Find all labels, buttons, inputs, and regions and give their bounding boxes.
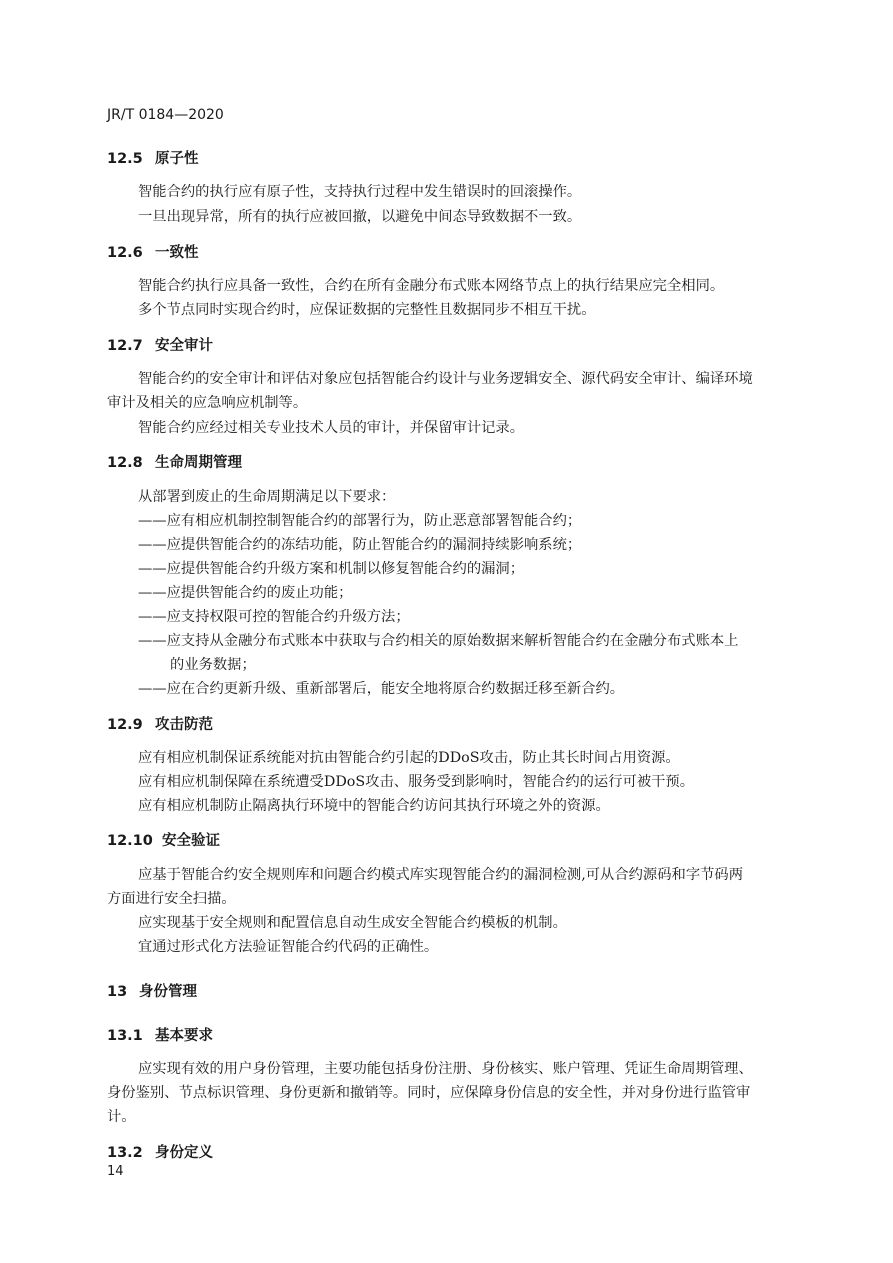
paragraph: 智能合约的执行应有原子性，支持执行过程中发生错误时的回滚操作。 [138, 184, 582, 200]
paragraph: 智能合约执行应具备一致性，合约在所有金融分布式账本网络节点上的执行结果应完全相同。 [138, 278, 725, 294]
section-13-2-heading [107, 1141, 213, 1162]
section-12-5-heading [107, 147, 199, 168]
section-title: 身份管理 [139, 984, 197, 1000]
paragraph: 应实现基于安全规则和配置信息自动生成安全智能合约模板的机制。 [138, 915, 567, 931]
paragraph: 宜通过形式化方法验证智能合约代码的正确性。 [138, 939, 439, 955]
section-title: 一致性 [155, 245, 199, 261]
section-number: 13 [107, 984, 128, 1000]
list-item: ——应支持权限可控的智能合约升级方法； [138, 609, 410, 625]
section-13-1-heading [107, 1024, 213, 1045]
paragraph-continuation: 审计及相关的应急响应机制等。 [107, 395, 308, 411]
section-title: 攻击防范 [155, 717, 213, 733]
paragraph: 应基于智能合约安全规则库和问题合约模式库实现智能合约的漏洞检测,可从合约源码和字节码两 [138, 867, 744, 883]
list-item: ——应有相应机制控制智能合约的部署行为，防止恶意部署智能合约； [138, 513, 582, 529]
paragraph: 多个节点同时实现合约时，应保证数据的完整性且数据同步不相互干扰。 [138, 302, 596, 318]
list-item: ——应在合约更新升级、重新部署后，能安全地将原合约数据迁移至新合约。 [138, 681, 625, 697]
section-12-10-heading [107, 829, 220, 850]
paragraph-continuation: 身份鉴别、节点标识管理、身份更新和撤销等。同时，应保障身份信息的安全性，并对身份进行监管审 [107, 1085, 751, 1101]
paragraph: 智能合约应经过相关专业技术人员的审计，并保留审计记录。 [138, 420, 525, 436]
paragraph: 应有相应机制保证系统能对抗由智能合约引起的DDoS攻击，防止其长时间占用资源。 [138, 750, 680, 766]
section-12-6-heading [107, 241, 199, 262]
section-number: 12.6 [107, 245, 143, 261]
section-12-9-heading [107, 713, 213, 734]
section-12-8-heading [107, 451, 242, 472]
section-title: 安全审计 [155, 338, 213, 354]
paragraph-continuation: 计。 [107, 1109, 136, 1125]
paragraph: 智能合约的安全审计和评估对象应包括智能合约设计与业务逻辑安全、源代码安全审计、编译环境 [138, 371, 753, 387]
paragraph: 应有相应机制保障在系统遭受DDoS攻击、服务受到影响时，智能合约的运行可被干预。 [138, 774, 695, 790]
paragraph: 应实现有效的用户身份管理，主要功能包括身份注册、身份核实、账户管理、凭证生命周期管理、 [138, 1061, 753, 1077]
list-item: ——应提供智能合约的冻结功能，防止智能合约的漏洞持续影响系统； [138, 537, 582, 553]
list-item: ——应提供智能合约升级方案和机制以修复智能合约的漏洞； [138, 561, 525, 577]
section-number: 12.10 [107, 833, 153, 849]
section-number: 12.5 [107, 151, 143, 167]
section-number: 12.9 [107, 717, 143, 733]
section-title: 基本要求 [155, 1028, 213, 1044]
section-number: 13.1 [107, 1028, 143, 1044]
section-13-heading [107, 980, 197, 1001]
paragraph: 应有相应机制防止隔离执行环境中的智能合约访问其执行环境之外的资源。 [138, 798, 610, 814]
paragraph: 一旦出现异常，所有的执行应被回撤，以避免中间态导致数据不一致。 [138, 209, 582, 225]
paragraph: 从部署到废止的生命周期满足以下要求： [138, 489, 396, 505]
section-number: 13.2 [107, 1145, 143, 1161]
section-title: 安全验证 [162, 833, 220, 849]
section-number: 12.7 [107, 338, 143, 354]
document-id: JR/T 0184—2020 [107, 107, 224, 123]
section-title: 生命周期管理 [155, 455, 242, 471]
section-12-7-heading [107, 334, 213, 355]
page-number: 14 [107, 1164, 124, 1179]
list-item: ——应支持从金融分布式账本中获取与合约相关的原始数据来解析智能合约在金融分布式账本上 [138, 633, 739, 649]
section-number: 12.8 [107, 455, 143, 471]
section-title: 原子性 [155, 151, 199, 167]
list-item: ——应提供智能合约的废止功能； [138, 585, 353, 601]
paragraph-continuation: 方面进行安全扫描。 [107, 891, 236, 907]
list-item-continuation: 的业务数据； [170, 657, 256, 673]
section-title: 身份定义 [155, 1145, 213, 1161]
